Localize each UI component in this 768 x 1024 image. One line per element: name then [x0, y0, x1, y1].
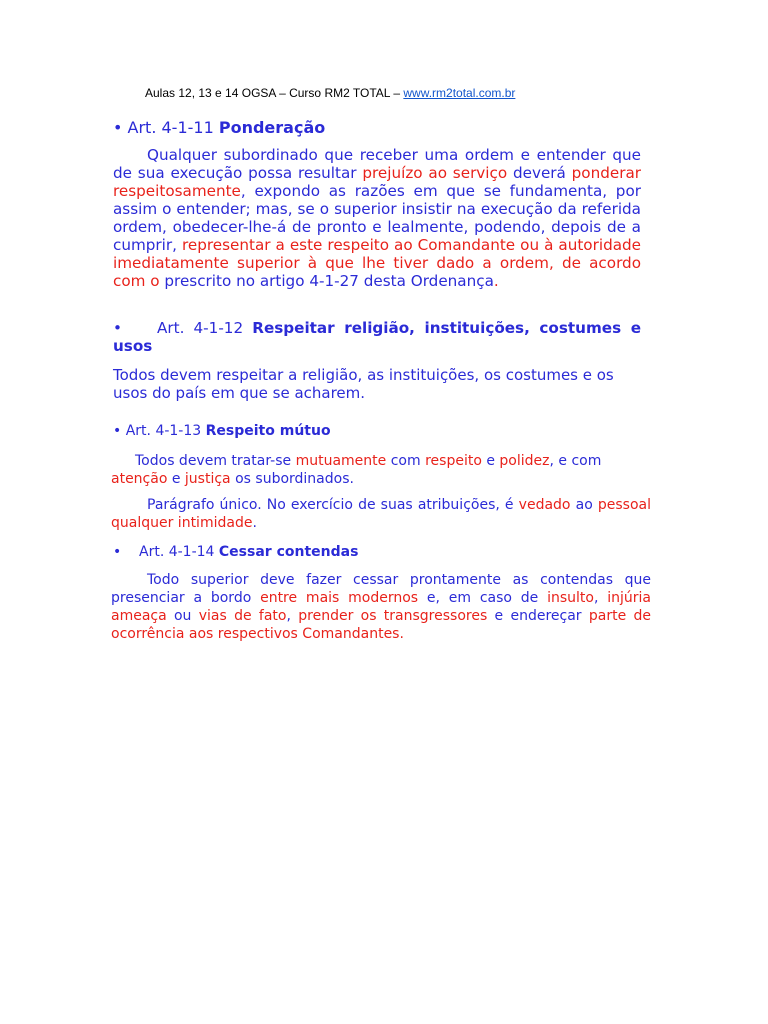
- header-text: Aulas 12, 13 e 14 OGSA – Curso RM2 TOTAL –: [145, 86, 404, 100]
- body-text: Qualquer subordinado que receber uma ordem e entender que de sua execução possa resultar: [113, 146, 641, 182]
- highlight-text: injúria ameaça: [111, 590, 651, 624]
- bullet: •: [113, 544, 122, 560]
- body-text: e, em caso de: [418, 590, 548, 606]
- body-text: Todos devem tratar-se: [135, 453, 296, 469]
- body-text: deverá: [507, 164, 572, 182]
- body-text: ,: [286, 608, 299, 624]
- body-text: os subordinados.: [230, 471, 354, 487]
- highlight-text: representar a este respeito ao Comandante ou à autoridade imediatamente superior à que lhe tiver dado a ordem, de acordo com o: [113, 236, 641, 290]
- header-link[interactable]: www.rm2total.com.br: [403, 86, 516, 100]
- article-4-1-13-body: [111, 452, 651, 488]
- body-text: .: [252, 515, 257, 531]
- body-text: ao: [570, 497, 598, 513]
- highlight-text: pessoal qualquer intimidade: [111, 497, 651, 531]
- article-number: Art. 4-1-11: [127, 118, 219, 137]
- article-4-1-13-paragraph: [111, 496, 651, 532]
- bullet: •: [113, 118, 123, 137]
- article-4-1-12-body: Todos devem respeitar a religião, as instituições, os costumes e os usos do país em que se acharem.: [113, 366, 614, 402]
- article-4-1-11-heading: [113, 118, 325, 137]
- body-text: com: [386, 453, 426, 469]
- highlight-text: vias de fato: [198, 608, 287, 624]
- body-text: prescrito no artigo 4-1-27 desta Ordenança: [159, 272, 494, 290]
- article-number: Art. 4-1-13: [125, 423, 206, 439]
- page-header: [145, 86, 515, 100]
- highlight-text: insulto: [547, 590, 594, 606]
- article-title: Respeitar religião, instituições, costumes e usos: [113, 319, 642, 355]
- highlight-text: polidez: [499, 453, 550, 469]
- highlight-text: mutuamente: [295, 453, 387, 469]
- body-text: e endereçar: [487, 608, 589, 624]
- article-title: Cessar contendas: [218, 544, 359, 560]
- article-number: Art. 4-1-14: [139, 544, 219, 560]
- highlight-text: parte de ocorrência aos respectivos Comandantes.: [111, 608, 652, 642]
- body-text: Parágrafo único. No exercício de suas atribuições, é: [147, 497, 519, 513]
- body-text: , expondo as razões em que se fundamenta, por assim o entender; mas, se o superior insistir na execução da referida ordem, obedecer-lhe-á de pronto e lealmente, podendo, depois de a cumprir,: [113, 182, 641, 254]
- highlight-text: atenção: [111, 471, 168, 487]
- highlight-text: .: [493, 272, 499, 290]
- article-number: Art. 4-1-12: [157, 319, 253, 337]
- article-title: Ponderação: [218, 118, 326, 137]
- highlight-text: entre mais modernos: [260, 590, 419, 606]
- body-text: ou: [166, 608, 199, 624]
- body-text: e: [167, 471, 185, 487]
- highlight-text: respeito: [425, 453, 482, 469]
- article-4-1-14-heading: [113, 544, 358, 560]
- highlight-text: vedado: [518, 497, 571, 513]
- article-4-1-12-heading: [113, 319, 641, 355]
- body-text: Todo superior deve fazer cessar prontamente as contendas que presenciar a bordo: [111, 572, 651, 606]
- highlight-text: prejuízo ao serviço: [362, 164, 508, 182]
- body-text: e: [481, 453, 500, 469]
- highlight-text: prender os transgressores: [298, 608, 488, 624]
- body-text: , e com: [549, 453, 602, 469]
- highlight-text: ponderar respeitosamente: [113, 164, 642, 200]
- bullet: •: [113, 319, 122, 337]
- article-4-1-14-body: [111, 571, 651, 643]
- article-4-1-13-heading: [113, 423, 331, 439]
- body-text: ,: [593, 590, 608, 606]
- highlight-text: justiça: [184, 471, 231, 487]
- bullet: •: [113, 423, 122, 439]
- article-title: Respeito mútuo: [205, 423, 331, 439]
- article-4-1-11-body: [113, 146, 641, 290]
